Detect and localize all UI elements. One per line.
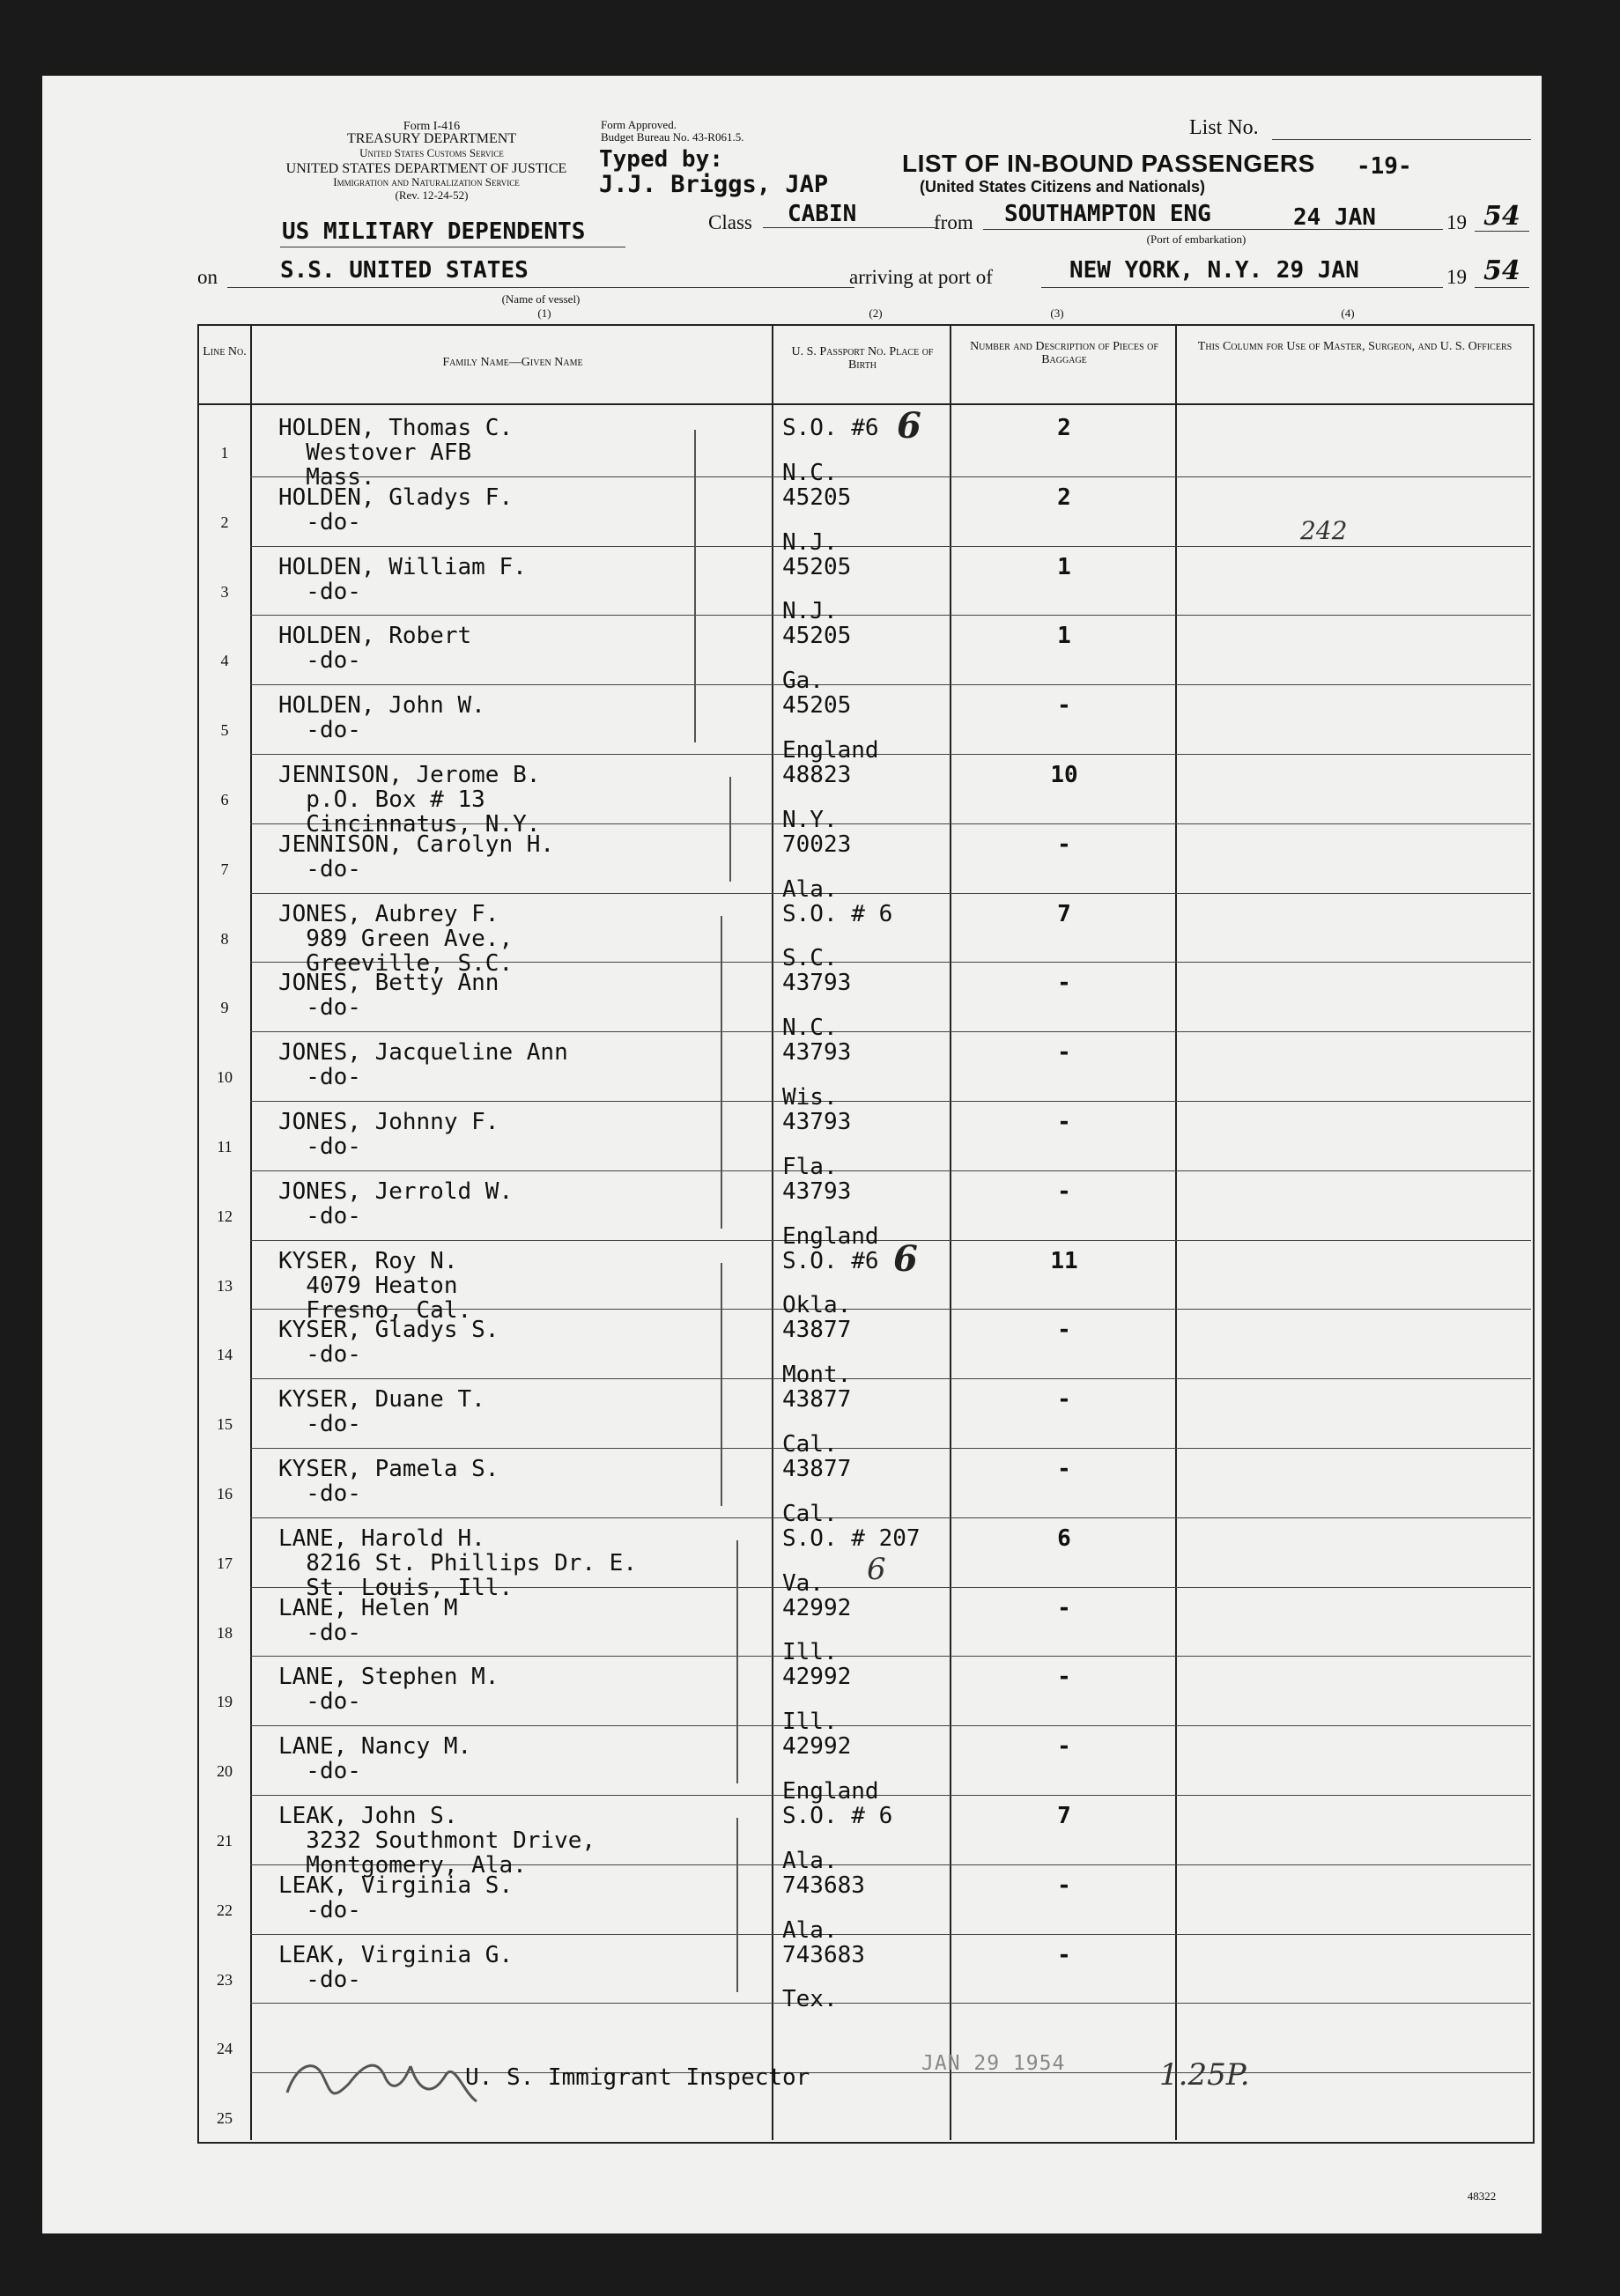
line-number: 15 <box>217 1415 233 1434</box>
passenger-name: LEAK, Virginia G. -do- <box>278 1941 514 1993</box>
line-number: 10 <box>217 1068 233 1087</box>
baggage-count: - <box>1057 1039 1071 1067</box>
baggage-count: - <box>1057 1456 1071 1482</box>
baggage-count: 7 <box>1057 1803 1071 1829</box>
year-prefix-2: 19 <box>1446 266 1467 288</box>
year-suffix-2: 54 <box>1483 255 1520 286</box>
passport-fix-17: 6 <box>867 1552 886 1587</box>
from-date: 24 JAN <box>1293 204 1376 231</box>
inspector-title: U. S. Immigrant Inspector <box>465 2064 810 2091</box>
form-approved: Form Approved. <box>601 118 677 131</box>
passport-birthplace: Fla. 43793 <box>782 1153 852 1205</box>
inspection-stamp: JAN 29 1954 <box>921 2052 1066 2075</box>
typed-by-name: J.J. Briggs, JAP <box>599 171 829 198</box>
passport-birthplace: Mont. 43877 <box>782 1362 852 1414</box>
from-label: from <box>934 211 973 233</box>
family-bracket <box>694 430 696 742</box>
passport-fix-13: 6 <box>893 1238 918 1280</box>
col-num-2: (2) <box>869 306 883 320</box>
passport-birthplace: Ill. 42992 <box>782 1639 852 1691</box>
baggage-count: - <box>1057 1109 1071 1135</box>
family-bracket <box>729 777 731 882</box>
baggage-count: - <box>1057 1178 1071 1205</box>
line-number: 17 <box>217 1554 233 1572</box>
header-officers: This Column for Use of Master, Surgeon, and U. S. Officers <box>1197 340 1513 353</box>
arrival-value: NEW YORK, N.Y. 29 JAN <box>1069 257 1359 284</box>
family-bracket <box>721 916 722 1229</box>
line-number: 11 <box>217 1138 233 1155</box>
passport-fix-1: 6 <box>897 405 921 447</box>
vessel-caption: (Name of vessel) <box>501 292 581 306</box>
trailing-birthplace: Tex. <box>782 1986 838 2013</box>
category-label: US MILITARY DEPENDENTS <box>282 218 586 245</box>
port-embark-caption: (Port of embarkation) <box>1146 233 1246 246</box>
passenger-name: HOLDEN, Gladys F. -do- <box>278 484 514 535</box>
family-bracket <box>736 1540 738 1783</box>
baggage-count: - <box>1057 1317 1071 1344</box>
passenger-name: HOLDEN, John W. -do- <box>278 692 485 744</box>
line-number: 1 <box>220 444 229 461</box>
vessel-name: S.S. UNITED STATES <box>280 257 529 284</box>
header-passport: U. S. Passport No. Place of Birth <box>791 345 934 372</box>
passenger-name: HOLDEN, William F. -do- <box>278 553 527 605</box>
baggage-count: 6 <box>1057 1525 1071 1552</box>
passenger-name: KYSER, Pamela S. -do- <box>278 1456 499 1507</box>
passenger-name: KYSER, Duane T. -do- <box>278 1386 485 1438</box>
family-bracket <box>736 1818 738 1992</box>
class-value: CABIN <box>788 201 857 227</box>
passport-birthplace: N.C. 45205 <box>782 459 852 511</box>
passenger-name: LANE, Stephen M. -do- <box>278 1664 499 1716</box>
line-number: 8 <box>220 929 229 948</box>
treasury-label: TREASURY DEPARTMENT <box>346 131 517 146</box>
arriving-label: arriving at port of <box>849 266 993 288</box>
passport-birthplace: Ala. 743683 <box>782 1847 865 1899</box>
line-number: 4 <box>220 652 229 670</box>
footer-code: 48322 <box>1467 2189 1497 2203</box>
line-number: 25 <box>217 2109 233 2128</box>
officer-note: 242 <box>1300 516 1348 545</box>
rev-label: (Rev. 12-24-52) <box>395 188 469 202</box>
passport-birthplace: N.J. 45205 <box>782 528 852 580</box>
passenger-name: JENNISON, Carolyn H. -do- <box>278 831 555 882</box>
passport-birthplace: S.O. #6 <box>782 415 879 441</box>
customs-label: United States Customs Service <box>359 146 504 159</box>
passenger-name: HOLDEN, Thomas C. Westover AFB Mass. <box>278 415 514 491</box>
passport-birthplace: Okla. 43877 <box>782 1292 852 1344</box>
baggage-count: - <box>1057 1941 1071 1968</box>
ins-label: Immigration and Naturalization Service <box>333 175 520 188</box>
passport-birthplace: S.C. 43793 <box>782 945 852 997</box>
baggage-count: 10 <box>1050 762 1078 788</box>
year-suffix-1: 54 <box>1483 201 1520 232</box>
header-baggage: Number and Description of Pieces of Baggage <box>970 340 1158 366</box>
passport-birthplace: England 48823 <box>782 737 879 788</box>
col-num-1: (1) <box>537 306 551 320</box>
passenger-name: KYSER, Roy N. 4079 Heaton Fresno, Cal. <box>278 1247 472 1324</box>
list-no-label: List No. <box>1189 116 1259 139</box>
passenger-name: JONES, Betty Ann -do- <box>278 970 499 1022</box>
line-number: 7 <box>220 860 229 878</box>
passport-birthplace: Cal. S.O. # 207 <box>782 1500 921 1552</box>
family-bracket <box>721 1263 722 1506</box>
passport-birthplace: England S.O. #6 <box>782 1222 879 1274</box>
passenger-name: JONES, Johnny F. -do- <box>278 1109 499 1160</box>
passenger-name: HOLDEN, Robert -do- <box>278 623 472 675</box>
fee-note: 1.25P. <box>1159 2057 1250 2093</box>
baggage-count: - <box>1057 1664 1071 1691</box>
inspector-signature <box>278 2040 490 2110</box>
baggage-count: 1 <box>1057 553 1071 580</box>
passenger-name: LANE, Nancy M. -do- <box>278 1733 472 1785</box>
class-label: Class <box>708 211 752 233</box>
header-name: Family Name—Given Name <box>442 356 583 369</box>
passenger-name: JONES, Jacqueline Ann -do- <box>278 1039 568 1091</box>
line-number: 20 <box>217 1762 233 1781</box>
passport-birthplace: Wis. 43793 <box>782 1084 852 1135</box>
form-title: LIST OF IN-BOUND PASSENGERS <box>902 150 1315 177</box>
line-number: 16 <box>217 1485 233 1502</box>
line-number: 2 <box>220 513 229 531</box>
line-number: 21 <box>217 1832 233 1849</box>
baggage-count: - <box>1057 831 1071 858</box>
passenger-name: LANE, Helen M -do- <box>278 1594 458 1646</box>
baggage-count: - <box>1057 692 1071 720</box>
baggage-count: - <box>1057 1871 1071 1899</box>
baggage-count: 2 <box>1057 415 1071 441</box>
line-number: 13 <box>217 1276 233 1295</box>
baggage-count: - <box>1057 970 1071 997</box>
year-prefix: 19 <box>1446 211 1467 233</box>
line-number: 14 <box>217 1346 233 1364</box>
justice-label: UNITED STATES DEPARTMENT OF JUSTICE <box>285 161 567 176</box>
passenger-name: JONES, Aubrey F. 989 Green Ave., Greeville, S.C. <box>278 900 514 977</box>
passenger-name: LANE, Harold H. 8216 St. Phillips Dr. E. St. Louis, Ill. <box>278 1525 637 1601</box>
baggage-count: - <box>1057 1733 1071 1761</box>
passenger-name: LEAK, Virginia S. -do- <box>278 1871 514 1923</box>
header-line-no: Line No. <box>203 345 247 358</box>
line-number: 24 <box>217 2040 233 2058</box>
baggage-count: 11 <box>1050 1247 1078 1274</box>
line-number: 23 <box>217 1970 233 1989</box>
baggage-count: - <box>1057 1386 1071 1414</box>
passport-birthplace: Ala. 743683 <box>782 1916 865 1968</box>
line-number: 9 <box>220 999 229 1017</box>
passenger-name: JONES, Jerrold W. -do- <box>278 1178 514 1229</box>
passport-birthplace: Ga. 45205 <box>782 668 852 720</box>
passenger-name: KYSER, Gladys S. -do- <box>278 1317 499 1369</box>
from-value: SOUTHAMPTON ENG <box>1004 201 1211 227</box>
form-subtitle: (United States Citizens and Nationals) <box>920 178 1206 196</box>
passport-birthplace: Ill. 42992 <box>782 1709 852 1761</box>
passport-birthplace: Cal. 43877 <box>782 1431 852 1482</box>
list-no-value: -19- <box>1357 153 1412 180</box>
passport-birthplace: England S.O. # 6 <box>782 1778 893 1829</box>
form-number: Form I-416 <box>403 120 461 133</box>
form-sheet <box>42 76 1542 2233</box>
line-number: 12 <box>217 1207 233 1225</box>
baggage-count: - <box>1057 1594 1071 1621</box>
typed-by-label: Typed by: <box>599 146 723 173</box>
col-num-3: (3) <box>1050 306 1064 320</box>
budget-bureau: Budget Bureau No. 43-R061.5. <box>601 130 744 144</box>
passenger-name: LEAK, John S. 3232 Southmont Drive, Montgomery, Ala. <box>278 1803 596 1879</box>
line-number: 19 <box>217 1693 233 1711</box>
passport-birthplace: Ala. S.O. # 6 <box>782 875 893 927</box>
passport-birthplace: N.J. 45205 <box>782 598 852 650</box>
passport-birthplace: N.C. 43793 <box>782 1015 852 1067</box>
line-number: 18 <box>217 1623 233 1642</box>
col-num-4: (4) <box>1341 306 1355 320</box>
passport-birthplace: Va. 42992 <box>782 1569 852 1621</box>
line-number: 3 <box>220 582 229 601</box>
line-number: 22 <box>217 1901 233 1919</box>
baggage-count: 7 <box>1057 900 1071 927</box>
line-number: 5 <box>220 721 229 740</box>
passenger-name: JENNISON, Jerome B. p.O. Box # 13 Cincinnatus, N.Y. <box>278 762 541 838</box>
line-number: 6 <box>220 791 229 808</box>
on-label: on <box>197 266 218 288</box>
passport-birthplace: N.Y. 70023 <box>782 806 852 858</box>
baggage-count: 2 <box>1057 484 1071 511</box>
baggage-count: 1 <box>1057 623 1071 650</box>
